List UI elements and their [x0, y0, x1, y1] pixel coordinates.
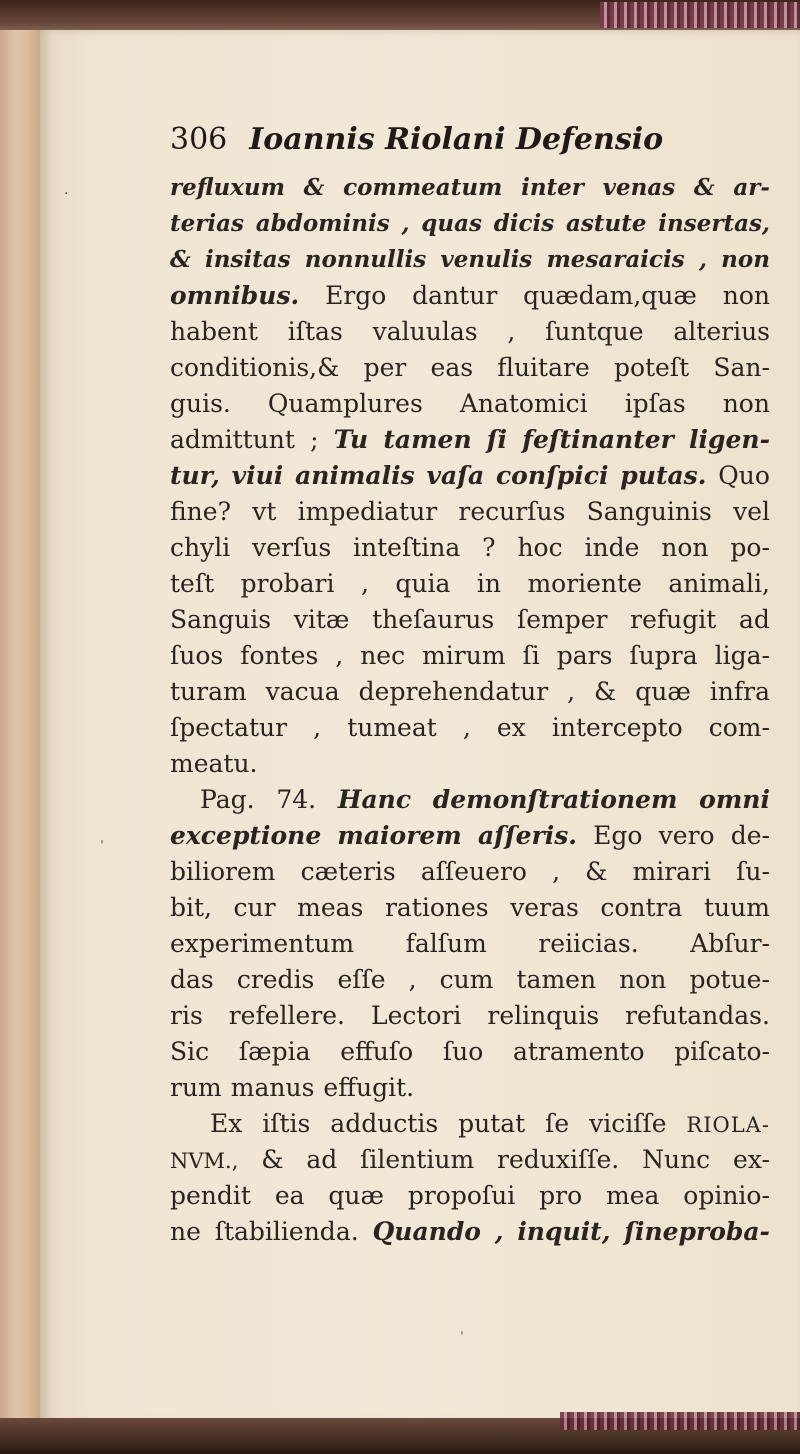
word: & — [693, 174, 715, 201]
word: potue- — [689, 965, 770, 994]
word: rationes — [384, 893, 489, 922]
word: , — [335, 641, 344, 670]
word: credis — [236, 965, 315, 994]
word: , — [408, 965, 417, 994]
word: 74. — [276, 785, 317, 814]
text-line — [170, 242, 770, 278]
text-line — [170, 350, 770, 386]
text-line — [170, 998, 770, 1034]
word: ſtabilienda. — [214, 1217, 359, 1246]
ribbon-bottom — [560, 1412, 800, 1430]
word: vt — [252, 497, 277, 526]
word: ſuo — [442, 1037, 484, 1066]
word: conſpici — [495, 461, 609, 490]
ink-speck: · — [64, 186, 69, 202]
word: , — [698, 246, 707, 273]
word: poteſt — [613, 353, 690, 382]
word: ar- — [733, 174, 770, 201]
word: putat — [458, 1109, 526, 1138]
word: intercepto — [551, 713, 683, 742]
word: fluitare — [497, 353, 590, 382]
word: Quamplures — [267, 389, 423, 418]
word: mirum — [422, 641, 506, 670]
word: refutandas. — [625, 1001, 770, 1030]
word: verſus — [252, 533, 332, 562]
text-line — [170, 170, 770, 206]
word: impediatur — [297, 497, 438, 526]
word: , — [401, 210, 410, 237]
word: refluxum — [170, 174, 285, 201]
word: mea — [606, 1181, 660, 1210]
word: probari — [240, 569, 335, 598]
word: , — [494, 1217, 504, 1246]
word: aſſeris. — [477, 821, 577, 850]
word: Sanguinis — [586, 497, 712, 526]
word: veras — [510, 893, 579, 922]
word: ad — [306, 1145, 338, 1174]
word: iſtas — [287, 317, 343, 346]
text-line — [170, 494, 770, 530]
word: ſe — [545, 1109, 570, 1138]
word: tamen — [516, 965, 597, 994]
binding-gutter — [0, 30, 40, 1425]
word: dantur — [412, 281, 498, 310]
text-line — [170, 890, 770, 926]
word: nonnullis — [304, 246, 427, 273]
word: deprehendatur — [358, 677, 549, 706]
word: & — [303, 174, 325, 201]
word: bit, — [170, 893, 212, 922]
word: animali, — [668, 569, 770, 598]
word: rum — [170, 1073, 222, 1102]
word: non — [722, 389, 770, 418]
word: com- — [708, 713, 770, 742]
word: effuſo — [340, 1037, 414, 1066]
word: pars — [556, 641, 613, 670]
word: meas — [297, 893, 364, 922]
word: ſilentium — [360, 1145, 475, 1174]
word: vel — [733, 497, 770, 526]
word: Lectori — [370, 1001, 462, 1030]
word: venulis — [440, 246, 533, 273]
word: ris — [170, 1001, 203, 1030]
text-line — [170, 530, 770, 566]
text-line — [170, 926, 770, 962]
word: relinquis — [487, 1001, 600, 1030]
word: RIOLA- — [686, 1113, 770, 1137]
word: tur, — [170, 461, 220, 490]
word: Hanc — [337, 785, 412, 814]
word: Quando — [372, 1217, 481, 1246]
word: conditionis,& — [170, 353, 340, 382]
text-line — [170, 422, 770, 458]
word: reduxiſſe. — [497, 1145, 620, 1174]
word: Ex — [210, 1109, 243, 1138]
word: refellere. — [228, 1001, 346, 1030]
word: Anatomici — [459, 389, 588, 418]
word: nec — [360, 641, 406, 670]
word: , — [567, 677, 576, 706]
ink-speck: ˈ — [460, 1330, 464, 1346]
word: putas. — [620, 461, 707, 490]
word: mesaraicis — [546, 246, 685, 273]
word: fine? — [170, 497, 231, 526]
word: fontes — [240, 641, 319, 670]
word: , — [462, 713, 471, 742]
text-line — [170, 746, 770, 782]
ribbon-top — [600, 2, 800, 28]
word: habent — [170, 317, 258, 346]
word: ex — [496, 713, 526, 742]
word: Pag. — [200, 785, 255, 814]
word: manus — [230, 1073, 315, 1102]
word: ſineproba- — [624, 1217, 770, 1246]
word: Sanguis — [170, 605, 272, 634]
text-line — [200, 782, 770, 818]
word: inteſtina — [353, 533, 461, 562]
word: eſſe — [337, 965, 386, 994]
word: ; — [310, 425, 319, 454]
running-header — [170, 122, 663, 166]
word: moriente — [527, 569, 642, 598]
word: in — [476, 569, 501, 598]
word: inter — [521, 174, 584, 201]
word: commeatum — [343, 174, 503, 201]
word: alterius — [673, 317, 770, 346]
word: ex- — [733, 1145, 770, 1174]
word: ad — [739, 605, 770, 634]
word: turam — [170, 677, 247, 706]
word: exceptione — [170, 821, 322, 850]
word: non — [722, 281, 770, 310]
word: tumeat — [347, 713, 437, 742]
word: quia — [395, 569, 451, 598]
word: Quo — [718, 461, 770, 490]
word: omni — [699, 785, 770, 814]
text-line — [170, 962, 770, 998]
word: quæ — [328, 1181, 384, 1210]
word: de- — [730, 821, 770, 850]
word: pro — [539, 1181, 583, 1210]
word: reiicias. — [538, 929, 639, 958]
word: ſuos — [170, 641, 224, 670]
word: infra — [709, 677, 770, 706]
text-line — [170, 386, 770, 422]
word: insertas, — [658, 210, 770, 237]
text-line — [170, 1070, 770, 1106]
word: liga- — [714, 641, 770, 670]
word: insitas — [204, 246, 291, 273]
word: cæteris — [300, 857, 396, 886]
word: tuum — [703, 893, 770, 922]
word: omnibus. — [170, 281, 300, 310]
word: , — [552, 857, 561, 886]
word: ſi — [522, 641, 540, 670]
word: vero — [658, 821, 715, 850]
word: dicis — [493, 210, 555, 237]
word: vitæ — [293, 605, 350, 634]
word: vacua — [265, 677, 340, 706]
word: ſemper — [516, 605, 608, 634]
word: ipſas — [624, 389, 686, 418]
word: ſu- — [736, 857, 770, 886]
word: biliorem — [170, 857, 276, 886]
word: Ergo — [325, 281, 387, 310]
word: ligen- — [689, 425, 770, 454]
word: eas — [430, 353, 474, 382]
word: atramento — [513, 1037, 645, 1066]
word: feſtinanter — [522, 425, 674, 454]
word: contra — [600, 893, 683, 922]
text-line — [170, 566, 770, 602]
text-line — [170, 818, 770, 854]
word: ea — [274, 1181, 305, 1210]
word: demonſtrationem — [432, 785, 678, 814]
text-line — [170, 638, 770, 674]
word: inde — [584, 533, 640, 562]
word: non — [721, 246, 770, 273]
ink-speck: ˌ — [100, 830, 104, 846]
word: non — [661, 533, 709, 562]
word: , — [313, 713, 322, 742]
word: San- — [713, 353, 770, 382]
word: abdominis — [255, 210, 390, 237]
word: quas — [421, 210, 482, 237]
word: Sic — [170, 1037, 210, 1066]
word: Abſur- — [690, 929, 770, 958]
word: po- — [730, 533, 770, 562]
word: pendit — [170, 1181, 251, 1210]
word: opinio- — [683, 1181, 770, 1210]
word: ſi — [486, 425, 508, 454]
text-line — [170, 710, 770, 746]
word: & — [170, 246, 191, 273]
word: iſtis — [262, 1109, 311, 1138]
text-line — [170, 1142, 770, 1178]
word: effugit. — [323, 1073, 415, 1102]
word: meatu. — [170, 749, 258, 778]
word: chyli — [170, 533, 231, 562]
word: & — [594, 677, 617, 706]
running-title: Ioannis Riolani Defensio — [249, 122, 664, 157]
word: per — [363, 353, 407, 382]
word: falſum — [405, 929, 487, 958]
text-line — [170, 1214, 770, 1250]
text-line — [170, 206, 770, 242]
word: ? — [482, 533, 496, 562]
word: cur — [233, 893, 276, 922]
word: , — [360, 569, 369, 598]
word: Ego — [593, 821, 643, 850]
word: maiorem — [337, 821, 462, 850]
word: non — [619, 965, 667, 994]
word: viui — [231, 461, 284, 490]
word: ſæpia — [238, 1037, 311, 1066]
word: quædam,quæ — [523, 281, 697, 310]
text-line — [170, 278, 770, 314]
word: venas — [602, 174, 676, 201]
word: das — [170, 965, 214, 994]
word: animalis — [295, 461, 415, 490]
text-line — [210, 1106, 770, 1142]
word: viciſſe — [589, 1109, 667, 1138]
word: valuulas — [372, 317, 478, 346]
word: & — [261, 1145, 284, 1174]
word: terias — [170, 210, 244, 237]
word: Nunc — [642, 1145, 711, 1174]
word: recurſus — [458, 497, 566, 526]
word: ſupra — [629, 641, 698, 670]
word: vaſa — [426, 461, 485, 490]
page-number: 306 — [170, 122, 228, 157]
word: guis. — [170, 389, 231, 418]
word: hoc — [517, 533, 563, 562]
text-line — [170, 602, 770, 638]
word: piſcato- — [674, 1037, 770, 1066]
word: ne — [170, 1217, 201, 1246]
word: , — [507, 317, 516, 346]
text-line — [170, 854, 770, 890]
text-line — [170, 1034, 770, 1070]
word: propoſui — [407, 1181, 516, 1210]
text-line — [170, 1178, 770, 1214]
book-page — [40, 30, 800, 1425]
word: NVM., — [170, 1149, 239, 1173]
word: quæ — [635, 677, 691, 706]
text-line — [170, 314, 770, 350]
word: admittunt — [170, 425, 295, 454]
word: experimentum — [170, 929, 355, 958]
word: aſſeuero — [420, 857, 527, 886]
word: Tu — [333, 425, 369, 454]
word: inquit, — [517, 1217, 611, 1246]
word: cum — [439, 965, 494, 994]
word: adductis — [330, 1109, 439, 1138]
word: tamen — [383, 425, 472, 454]
word: & — [585, 857, 608, 886]
word: astute — [566, 210, 647, 237]
text-line — [170, 674, 770, 710]
word: ſpectatur — [170, 713, 288, 742]
word: teſt — [170, 569, 215, 598]
word: ſuntque — [545, 317, 644, 346]
word: refugit — [630, 605, 717, 634]
word: theſaurus — [372, 605, 495, 634]
word: mirari — [632, 857, 712, 886]
text-line — [170, 458, 770, 494]
